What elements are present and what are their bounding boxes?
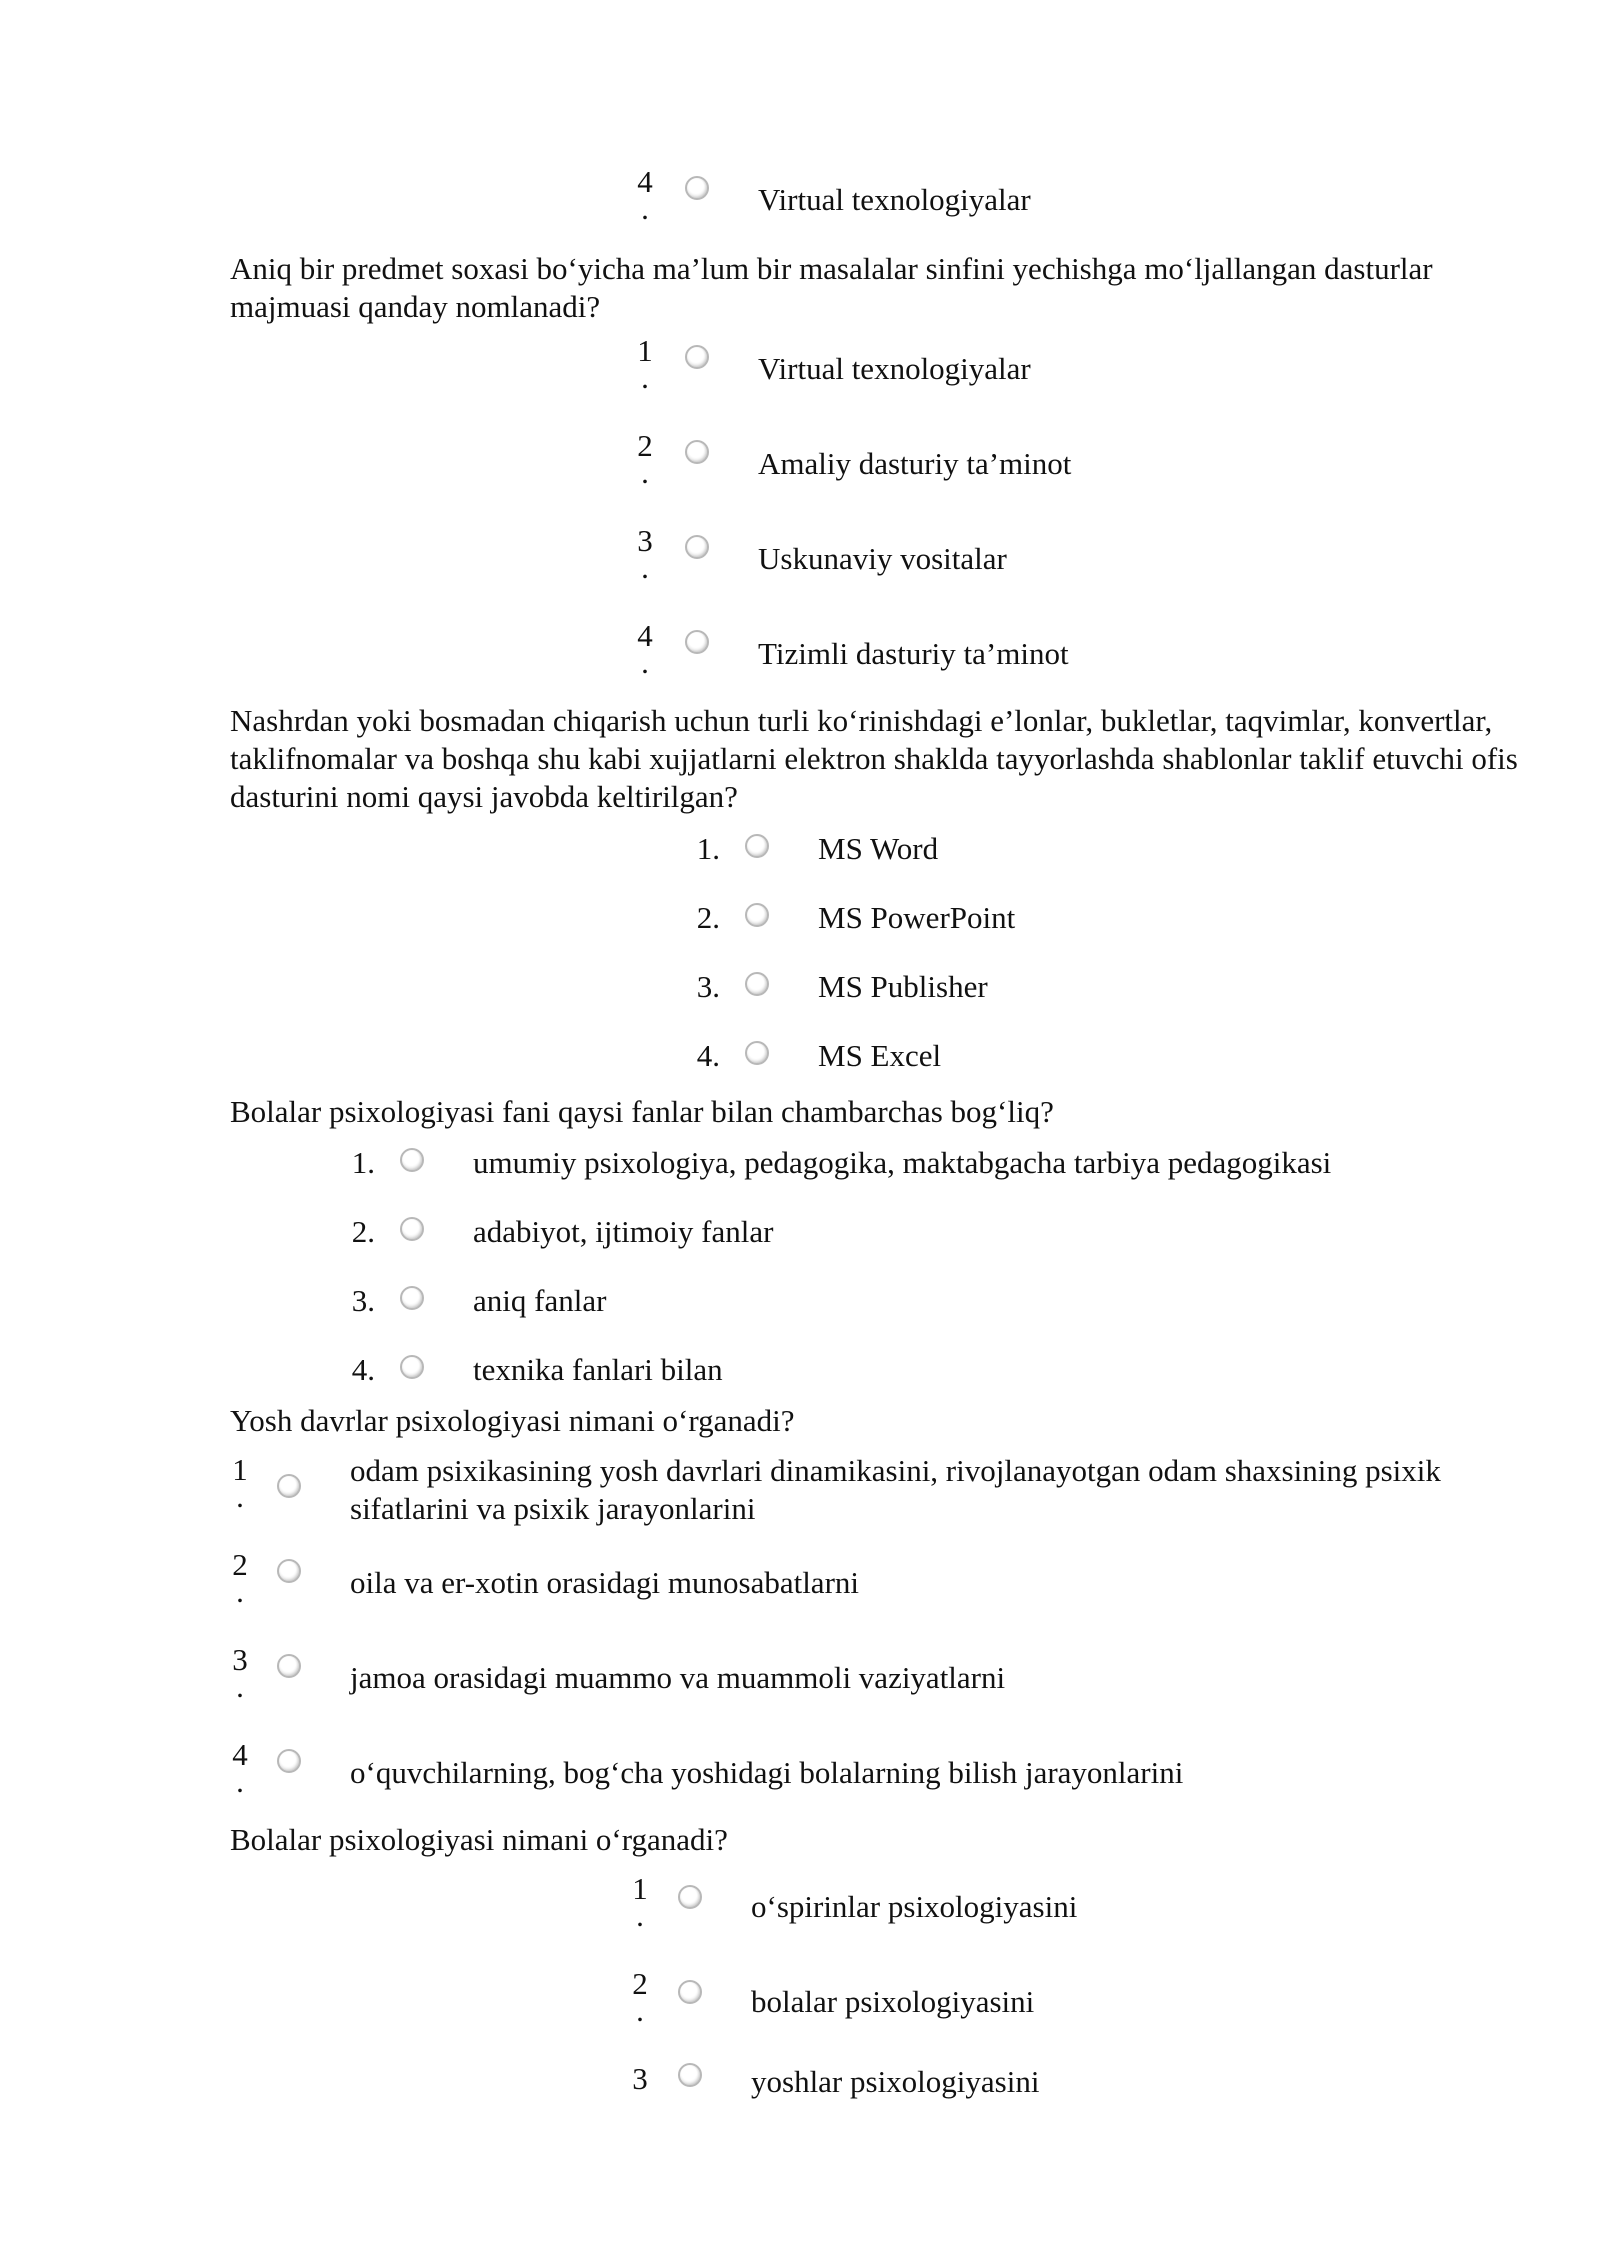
option-number: 2 . [232, 1547, 248, 1609]
answer-option[interactable] [670, 830, 1070, 880]
answer-option[interactable] [225, 1547, 1525, 1609]
option-number: 4 . [637, 618, 653, 680]
option-label: MS PowerPoint [818, 900, 1016, 935]
radio-button-icon[interactable] [685, 535, 709, 559]
option-label: Virtual texnologiyalar [758, 182, 1031, 217]
radio-button-icon[interactable] [400, 1355, 424, 1379]
option-number: 2 . [632, 1966, 648, 2028]
option-number: 1. [351, 1145, 375, 1180]
option-number: 1 . [637, 333, 653, 395]
option-label: texnika fanlari bilan [473, 1352, 723, 1387]
option-number: 3. [696, 969, 720, 1004]
option-number: 3. [351, 1283, 375, 1318]
option-label: adabiyot, ijtimoiy fanlar [473, 1214, 774, 1249]
radio-button-icon[interactable] [745, 972, 769, 996]
option-number: 4. [351, 1352, 375, 1387]
option-number: 4 . [232, 1737, 248, 1799]
option-number: 1 . [632, 1871, 648, 1933]
radio-button-icon[interactable] [685, 345, 709, 369]
question-text: Aniq bir predmet soxasi bo‘yicha ma’lum bir masalalar sinfini yechishga mo‘ljallangan dasturlar majmuasi qanday nomlanadi? [230, 251, 1433, 324]
radio-button-icon[interactable] [678, 1885, 702, 1909]
option-number: 3 . [232, 1642, 248, 1704]
answer-option[interactable] [670, 899, 1070, 949]
option-number: 1. [696, 831, 720, 866]
radio-button-icon[interactable] [685, 176, 709, 200]
radio-button-icon[interactable] [400, 1286, 424, 1310]
radio-button-icon[interactable] [678, 1980, 702, 2004]
option-label: bolalar psixologiyasini [751, 1984, 1035, 2019]
radio-button-icon[interactable] [277, 1654, 301, 1678]
radio-button-icon[interactable] [678, 2063, 702, 2087]
option-number: 2 . [637, 428, 653, 490]
radio-button-icon[interactable] [685, 630, 709, 654]
radio-button-icon[interactable] [745, 1041, 769, 1065]
option-label: Amaliy dasturiy ta’minot [758, 446, 1072, 481]
radio-button-icon[interactable] [400, 1148, 424, 1172]
answer-option[interactable] [630, 523, 1130, 585]
option-label: yoshlar psixologiyasini [751, 2064, 1040, 2099]
option-number: 4 . [637, 164, 653, 226]
option-label: aniq fanlar [473, 1283, 607, 1318]
radio-button-icon[interactable] [277, 1559, 301, 1583]
option-label: odam psixikasining yosh davrlari dinamikasini, rivojlanayotgan odam shaxsining psixik sifatlarini va psixik jarayonlarini [350, 1453, 1441, 1526]
radio-button-icon[interactable] [745, 834, 769, 858]
option-label: Virtual texnologiyalar [758, 351, 1031, 386]
question-text: Bolalar psixologiyasi fani qaysi fanlar bilan chambarchas bog‘liq? [230, 1094, 1054, 1129]
radio-button-icon[interactable] [400, 1217, 424, 1241]
option-label: umumiy psixologiya, pedagogika, maktabgacha tarbiya pedagogikasi [473, 1145, 1332, 1180]
option-number: 2. [696, 900, 720, 935]
answer-option[interactable] [325, 1351, 1425, 1401]
option-number: 3 [632, 2061, 648, 2096]
option-label: oila va er-xotin orasidagi munosabatlarni [350, 1565, 860, 1600]
answer-option[interactable] [670, 1037, 1070, 1087]
answer-option[interactable] [630, 333, 1130, 395]
question-text: Bolalar psixologiyasi nimani o‘rganadi? [230, 1822, 728, 1857]
option-number: 1 . [232, 1452, 248, 1514]
answer-option[interactable] [325, 1213, 1425, 1263]
answer-option[interactable] [670, 968, 1070, 1018]
answer-option[interactable] [325, 1282, 1425, 1332]
option-label: MS Excel [818, 1038, 942, 1073]
option-label: MS Word [818, 831, 939, 866]
answer-option[interactable] [625, 1871, 1225, 1933]
answer-option[interactable] [225, 1452, 1525, 1532]
option-label: jamoa orasidagi muammo va muammoli vaziyatlarni [350, 1660, 1006, 1695]
answer-option[interactable] [325, 1144, 1425, 1194]
answer-option[interactable] [625, 1966, 1225, 2028]
radio-button-icon[interactable] [277, 1749, 301, 1773]
answer-option[interactable] [630, 164, 1130, 226]
radio-button-icon[interactable] [277, 1474, 301, 1498]
option-number: 2. [351, 1214, 375, 1249]
option-label: o‘spirinlar psixologiyasini [751, 1889, 1078, 1924]
radio-button-icon[interactable] [745, 903, 769, 927]
answer-option[interactable] [630, 428, 1130, 490]
answer-option[interactable] [225, 1642, 1525, 1704]
answer-option[interactable] [625, 2061, 1225, 2111]
option-label: o‘quvchilarning, bog‘cha yoshidagi bolalarning bilish jarayonlarini [350, 1755, 1184, 1790]
answer-option[interactable] [225, 1737, 1525, 1799]
option-number: 3 . [637, 523, 653, 585]
radio-button-icon[interactable] [685, 440, 709, 464]
option-number: 4. [696, 1038, 720, 1073]
answer-option[interactable] [630, 618, 1130, 680]
option-label: Tizimli dasturiy ta’minot [758, 636, 1069, 671]
option-label: MS Publisher [818, 969, 988, 1004]
option-label: Uskunaviy vositalar [758, 541, 1007, 576]
question-text: Nashrdan yoki bosmadan chiqarish uchun turli ko‘rinishdagi e’lonlar, bukletlar, taqvimlar, konvertlar, taklifnomalar va boshqa shu kabi xujjatlarni elektron shaklda tayyorlashda shablonlar taklif etuvchi ofis dasturini nomi qaysi javobda keltirilgan? [230, 703, 1518, 814]
question-text: Yosh davrlar psixologiyasi nimani o‘rganadi? [230, 1403, 795, 1438]
